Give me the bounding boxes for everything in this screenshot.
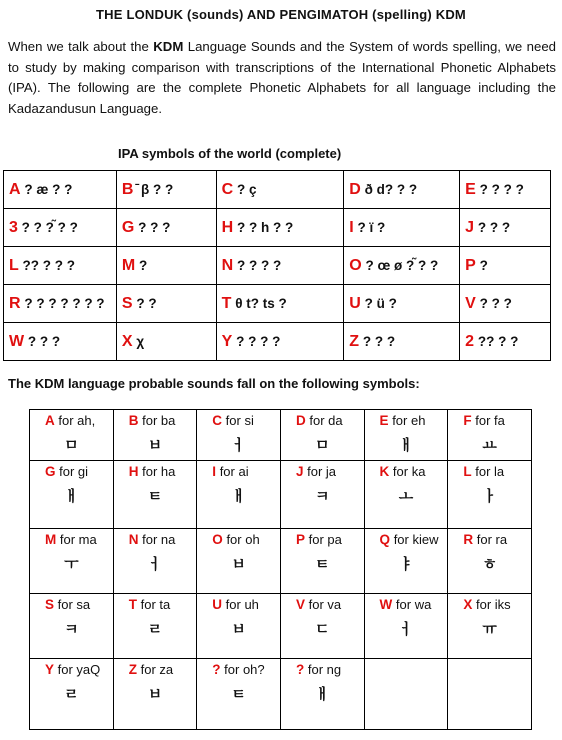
ipa-symbols: ? æ ? ?	[24, 181, 73, 197]
kdm-sound-text: for kiew	[393, 532, 439, 547]
kdm-cell	[448, 529, 532, 594]
kdm-cell	[30, 594, 114, 659]
ipa-cell	[4, 323, 117, 361]
kdm-cell-label	[448, 461, 531, 479]
ipa-symbols: ? ? ?	[362, 333, 396, 349]
ipa-row	[4, 285, 551, 323]
ipa-letter: A	[9, 180, 21, 198]
kdm-glyph: ㅂ	[231, 555, 246, 573]
ipa-symbols: ?? ? ?	[477, 333, 519, 349]
ipa-cell	[460, 285, 551, 323]
kdm-letter: V	[295, 597, 305, 612]
kdm-glyph: ㅌ	[231, 685, 246, 703]
kdm-letter: ?	[295, 662, 305, 677]
kdm-sound-text: for oh?	[224, 662, 265, 677]
kdm-cell-label	[30, 410, 113, 428]
ipa-symbols: ?	[139, 257, 148, 273]
kdm-glyph: ㅁ	[64, 436, 79, 454]
kdm-sound-text: for ai	[219, 464, 249, 479]
kdm-cell-label	[365, 461, 448, 479]
kdm-glyph: ㅂ	[147, 436, 163, 454]
kdm-letter: A	[45, 413, 55, 428]
ipa-symbols: ? ? ?	[138, 219, 171, 235]
ipa-letter: H	[221, 218, 234, 236]
ipa-cell	[116, 171, 216, 209]
kdm-cell	[364, 461, 448, 529]
ipa-symbols: ? ç	[236, 181, 257, 197]
ipa-symbols: ? ? ?	[27, 333, 61, 349]
ipa-letter: 2	[465, 332, 475, 350]
kdm-sound-text: for yaQ	[57, 662, 101, 677]
ipa-cell	[216, 285, 344, 323]
ipa-table	[3, 170, 551, 361]
kdm-cell-label	[30, 461, 113, 479]
ipa-letter: M	[121, 256, 136, 274]
kdm-cell	[30, 659, 114, 730]
ipa-cell	[460, 171, 551, 209]
kdm-row	[30, 529, 532, 594]
kdm-sound-text: for si	[225, 413, 254, 428]
kdm-cell	[197, 529, 281, 594]
kdm-letter: R	[463, 532, 474, 547]
kdm-letter: N	[128, 532, 139, 547]
kdm-glyph: ㄷ	[315, 620, 330, 638]
kdm-table	[29, 409, 532, 730]
kdm-glyph: ㅓ	[147, 555, 163, 573]
ipa-cell	[216, 209, 344, 247]
kdm-letter: D	[295, 413, 306, 428]
kdm-glyph: ㅌ	[147, 487, 163, 505]
kdm-cell	[280, 594, 364, 659]
ipa-symbols: ? œ ø ? ̃? ?	[365, 257, 439, 273]
kdm-cell	[364, 410, 448, 461]
ipa-cell	[216, 171, 344, 209]
kdm-glyph: ㅁ	[315, 436, 330, 454]
kdm-glyph: ㅜ	[64, 555, 79, 573]
kdm-sound-text: for na	[142, 532, 176, 547]
ipa-cell	[216, 323, 344, 361]
kdm-cell-label	[114, 410, 197, 428]
kdm-glyph: ㅋ	[64, 620, 79, 638]
ipa-symbols: θ t? ts ?	[235, 295, 287, 311]
kdm-cell-label	[281, 659, 364, 677]
kdm-letter: H	[128, 464, 139, 479]
ipa-cell	[4, 171, 117, 209]
ipa-symbols: ? ? ? ?	[479, 181, 524, 197]
kdm-letter: O	[212, 532, 223, 547]
kdm-cell	[448, 659, 532, 730]
kdm-sound-text: for pa	[308, 532, 342, 547]
kdm-glyph: ㅐ	[64, 487, 79, 505]
kdm-cell-label	[448, 594, 531, 612]
ipa-letter: C	[221, 180, 234, 198]
ipa-cell	[460, 247, 551, 285]
ipa-letter: J	[465, 218, 475, 236]
kdm-cell-label	[448, 410, 531, 428]
intro-text-1: When we talk about the	[8, 39, 154, 54]
ipa-symbols: ? ? ? ? ? ? ?	[24, 295, 105, 311]
kdm-cell-label	[448, 529, 531, 547]
kdm-sound-text: for ka	[392, 464, 426, 479]
intro-text-2: Language Sounds and the System of words spelling, we need to study by making comparison with transcriptions of the International Phonetic Alphabets (IPA). The following are the complete Phonetic Alphabets for all language including the Kadazandusun Language.	[8, 39, 556, 116]
ipa-cell	[344, 171, 460, 209]
ipa-symbols: χ	[136, 333, 145, 349]
kdm-cell-label	[114, 461, 197, 479]
kdm-letter: P	[295, 532, 305, 547]
ipa-cell	[344, 209, 460, 247]
kdm-cell-label	[114, 659, 197, 677]
ipa-cell	[344, 285, 460, 323]
kdm-sound-text: for eh	[392, 413, 426, 428]
ipa-letter: R	[9, 294, 21, 312]
kdm-letter: F	[463, 413, 472, 428]
kdm-cell-label	[281, 461, 364, 479]
ipa-cell	[460, 323, 551, 361]
ipa-symbols: ? ? ? ?	[236, 333, 281, 349]
kdm-letter: S	[45, 597, 55, 612]
kdm-sound-text: for ah,	[58, 413, 96, 428]
kdm-cell-label	[114, 529, 197, 547]
kdm-letter: L	[463, 464, 472, 479]
kdm-letter: B	[128, 413, 139, 428]
kdm-cell-label	[365, 529, 448, 547]
kdm-sound-text: for fa	[475, 413, 505, 428]
ipa-letter: T	[221, 294, 232, 312]
ipa-letter: V	[465, 294, 476, 312]
ipa-letter: P	[465, 256, 476, 274]
kdm-cell	[280, 410, 364, 461]
kdm-cell-label	[281, 529, 364, 547]
kdm-glyph: ㅂ	[231, 620, 246, 638]
kdm-letter: Z	[128, 662, 137, 677]
kdm-glyph: ㅐ	[315, 685, 330, 703]
kdm-cell-label	[365, 410, 448, 428]
kdm-row	[30, 659, 532, 730]
ipa-symbols: ̄ β ? ?	[137, 181, 174, 197]
kdm-cell-label	[197, 461, 280, 479]
kdm-letter: C	[212, 413, 223, 428]
ipa-letter: S	[121, 294, 133, 312]
kdm-letter: E	[379, 413, 389, 428]
kdm-glyph: ㅎ	[482, 555, 497, 573]
ipa-cell	[4, 247, 117, 285]
ipa-row	[4, 171, 551, 209]
kdm-cell	[448, 461, 532, 529]
kdm-sound-text: for ma	[59, 532, 97, 547]
kdm-glyph: ㅗ	[398, 487, 414, 505]
kdm-sound-text: for da	[309, 413, 343, 428]
ipa-cell	[344, 247, 460, 285]
kdm-glyph: ㅠ	[482, 620, 497, 638]
ipa-letter: 3	[9, 218, 18, 236]
ipa-symbols: ? ? ? ̃? ?	[21, 219, 78, 235]
kdm-sound-text: for ra	[476, 532, 508, 547]
ipa-symbols: ? ? ?	[477, 219, 511, 235]
kdm-cell	[280, 529, 364, 594]
ipa-cell	[116, 323, 216, 361]
kdm-cell	[113, 594, 197, 659]
kdm-sound-text: for sa	[57, 597, 91, 612]
ipa-letter: W	[9, 332, 25, 350]
ipa-symbols: ?	[479, 257, 488, 273]
kdm-glyph: ㅓ	[398, 620, 414, 638]
kdm-glyph: ㅓ	[231, 436, 246, 454]
ipa-letter: B	[121, 180, 134, 198]
kdm-cell-label	[30, 659, 113, 677]
ipa-cell	[216, 247, 344, 285]
ipa-letter: D	[349, 180, 361, 198]
kdm-letter: J	[295, 464, 304, 479]
kdm-letter: Y	[45, 662, 55, 677]
ipa-symbols: ? ? ?	[479, 295, 512, 311]
ipa-cell	[4, 209, 117, 247]
ipa-letter: G	[121, 218, 135, 236]
kdm-cell-label	[30, 594, 113, 612]
kdm-cell-label	[448, 659, 531, 662]
kdm-glyph: ㅌ	[315, 555, 330, 573]
ipa-caption: IPA symbols of the world (complete)	[118, 146, 342, 161]
kdm-cell	[280, 461, 364, 529]
kdm-letter: W	[379, 597, 393, 612]
kdm-cell-label	[365, 594, 448, 612]
intro-kdm-bold: KDM	[153, 39, 184, 54]
kdm-cell	[197, 461, 281, 529]
ipa-row	[4, 209, 551, 247]
ipa-row	[4, 247, 551, 285]
kdm-cell	[113, 410, 197, 461]
kdm-sound-text: for gi	[59, 464, 89, 479]
ipa-letter: N	[221, 256, 234, 274]
ipa-symbols: ? ü ?	[364, 295, 397, 311]
kdm-cell-label	[197, 529, 280, 547]
kdm-cell-label	[365, 659, 448, 662]
kdm-sound-text: for va	[308, 597, 342, 612]
kdm-cell	[30, 410, 114, 461]
kdm-letter: I	[212, 464, 217, 479]
ipa-symbols: ?? ? ? ?	[22, 257, 76, 273]
kdm-glyph: ㅐ	[398, 436, 414, 454]
kdm-letter: Q	[379, 532, 391, 547]
kdm-sound-text: for uh	[225, 597, 259, 612]
kdm-row	[30, 461, 532, 529]
kdm-sound-text: for ha	[142, 464, 176, 479]
kdm-cell-label	[114, 594, 197, 612]
kdm-cell	[113, 529, 197, 594]
ipa-cell	[116, 209, 216, 247]
kdm-glyph: ㄹ	[64, 685, 79, 703]
kdm-cell-label	[197, 594, 280, 612]
ipa-symbols: ? ? h ? ?	[236, 219, 294, 235]
kdm-glyph: ㅋ	[315, 487, 330, 505]
ipa-letter: X	[121, 332, 133, 350]
ipa-cell	[4, 285, 117, 323]
ipa-letter: U	[349, 294, 361, 312]
kdm-row	[30, 594, 532, 659]
ipa-row	[4, 323, 551, 361]
kdm-cell	[448, 410, 532, 461]
kdm-letter: T	[128, 597, 137, 612]
kdm-row	[30, 410, 532, 461]
kdm-cell-label	[281, 594, 364, 612]
kdm-cell-label	[197, 410, 280, 428]
ipa-letter: Z	[349, 332, 360, 350]
kdm-sound-text: for ba	[142, 413, 176, 428]
kdm-sound-text: for ta	[140, 597, 171, 612]
kdm-cell	[113, 461, 197, 529]
kdm-cell	[280, 659, 364, 730]
kdm-cell-label	[30, 529, 113, 547]
kdm-glyph: ㅐ	[231, 487, 246, 505]
kdm-cell-label	[197, 659, 280, 677]
ipa-letter: E	[465, 180, 476, 198]
kdm-cell	[30, 461, 114, 529]
kdm-glyph: ㄹ	[147, 620, 163, 638]
kdm-sound-text: for iks	[476, 597, 511, 612]
kdm-sound-text: for za	[140, 662, 174, 677]
ipa-cell	[116, 285, 216, 323]
kdm-cell	[113, 659, 197, 730]
kdm-letter: X	[463, 597, 473, 612]
ipa-letter: Y	[221, 332, 233, 350]
kdm-cell-label	[281, 410, 364, 428]
kdm-cell	[197, 410, 281, 461]
kdm-cell	[197, 594, 281, 659]
kdm-sound-text: for oh	[226, 532, 260, 547]
kdm-letter: K	[379, 464, 390, 479]
ipa-symbols: ? ? ? ?	[236, 257, 282, 273]
kdm-letter: ?	[212, 662, 221, 677]
kdm-glyph: ㅑ	[398, 555, 414, 573]
kdm-sound-text: for ng	[307, 662, 342, 677]
kdm-cell	[364, 594, 448, 659]
ipa-symbols: ? ï ?	[357, 219, 386, 235]
ipa-letter: O	[349, 256, 362, 274]
kdm-cell	[197, 659, 281, 730]
ipa-letter: I	[349, 218, 354, 236]
kdm-letter: G	[45, 464, 56, 479]
kdm-cell	[364, 659, 448, 730]
kdm-sound-text: for wa	[395, 597, 432, 612]
ipa-symbols: ? ?	[136, 295, 157, 311]
ipa-symbols: ð d? ? ?	[364, 181, 418, 197]
kdm-glyph: ㅂ	[147, 685, 163, 703]
kdm-glyph: ㅏ	[482, 487, 497, 505]
kdm-caption: The KDM language probable sounds fall on the following symbols:	[8, 376, 420, 391]
ipa-letter: L	[9, 256, 19, 274]
intro-paragraph	[8, 37, 556, 119]
kdm-letter: U	[212, 597, 223, 612]
kdm-sound-text: for ja	[307, 464, 337, 479]
page-title: THE LONDUK (sounds) AND PENGIMATOH (spelling) KDM	[96, 7, 466, 22]
kdm-cell	[448, 594, 532, 659]
kdm-cell	[30, 529, 114, 594]
ipa-cell	[344, 323, 460, 361]
ipa-cell	[460, 209, 551, 247]
kdm-sound-text: for la	[475, 464, 505, 479]
kdm-glyph: ㅛ	[482, 436, 497, 454]
ipa-cell	[116, 247, 216, 285]
kdm-cell	[364, 529, 448, 594]
kdm-letter: M	[45, 532, 57, 547]
